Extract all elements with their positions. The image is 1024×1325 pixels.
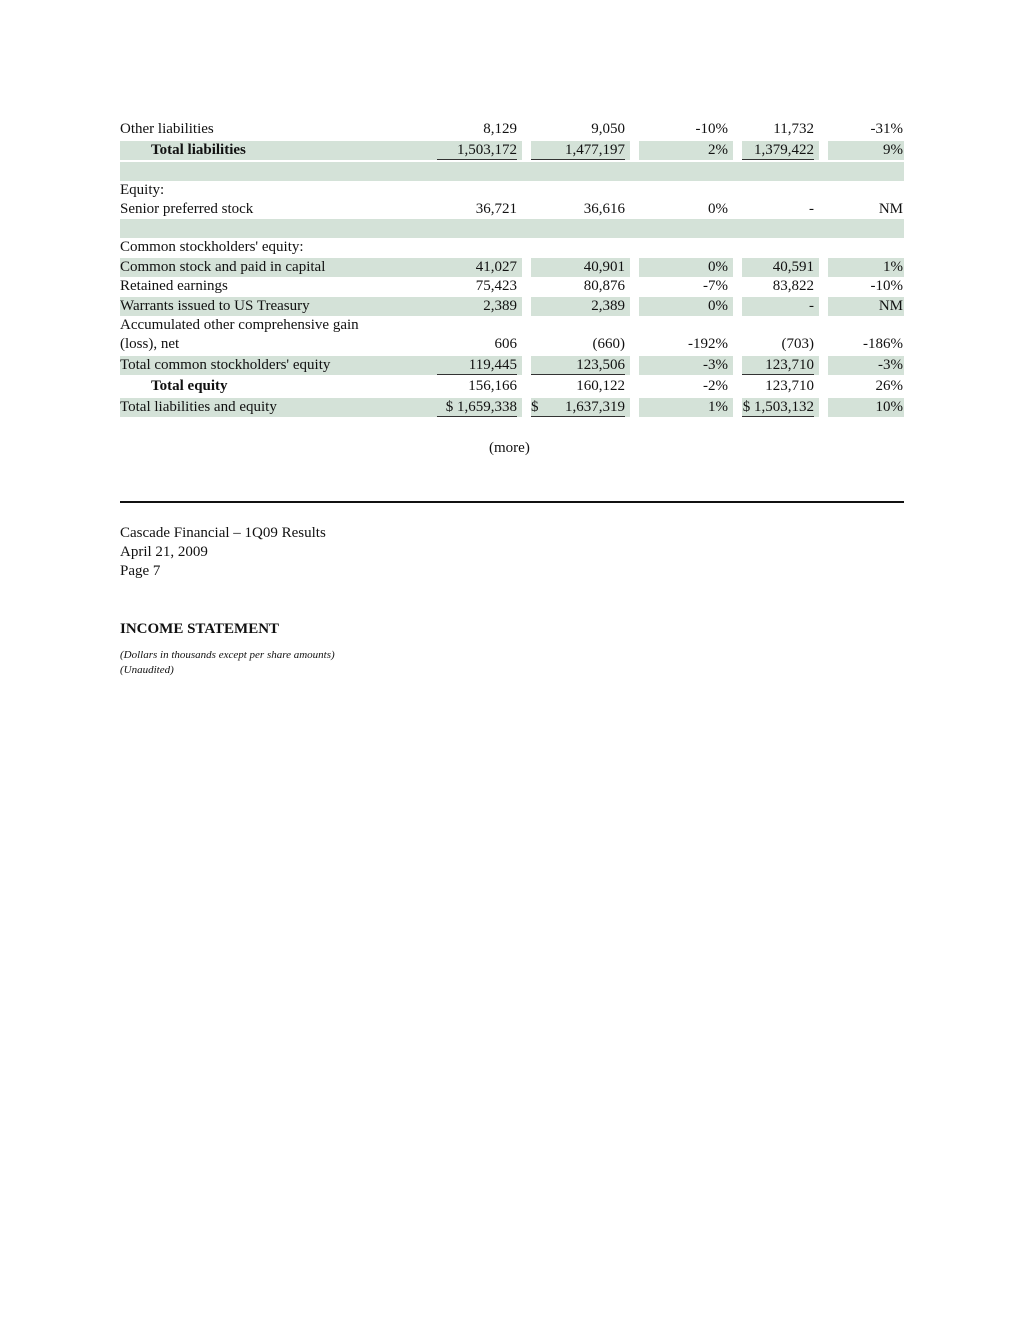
value-c4: 40,591: [772, 259, 814, 275]
value-c4: 83,822: [772, 278, 814, 294]
unaudited-note: (Unaudited): [120, 664, 174, 676]
row-label: Other liabilities: [120, 121, 214, 137]
value-c4: [736, 181, 814, 200]
value-c4: (703): [781, 336, 814, 352]
table-row: [120, 377, 904, 396]
report-date: April 21, 2009: [120, 544, 208, 560]
row-label: (loss), net: [120, 336, 180, 352]
value-c2: 80,876: [583, 278, 625, 294]
column-gap: [522, 398, 531, 417]
column-gap: [630, 297, 639, 316]
value-c4: 11,732: [773, 121, 814, 137]
value-c3: 0%: [708, 201, 728, 217]
value-c3: -2%: [703, 378, 728, 394]
column-gap: [522, 297, 531, 316]
row-label: Accumulated other comprehensive gain: [120, 317, 359, 333]
report-title: Cascade Financial – 1Q09 Results: [120, 525, 326, 541]
value-c4: -: [809, 201, 814, 217]
column-gap: [522, 258, 531, 277]
table-row: [120, 277, 904, 296]
column-gap: [819, 398, 828, 417]
more-note: (more): [489, 440, 530, 456]
value-c1: 606: [494, 336, 517, 352]
value-c3: 2%: [708, 142, 728, 158]
value-c3: [640, 316, 728, 335]
value-c5: -31%: [870, 121, 903, 137]
value-c4: [736, 316, 814, 335]
value-c5: -3%: [878, 357, 903, 373]
value-c2: 1,637,319: [531, 398, 625, 417]
units-note: (Dollars in thousands except per share amounts): [120, 649, 335, 661]
row-label: Total common stockholders' equity: [120, 357, 331, 373]
value-c5: [830, 238, 903, 257]
value-c5: NM: [878, 298, 903, 314]
spacer-row: [120, 162, 904, 181]
row-label: Total liabilities: [151, 142, 246, 158]
row-label: Equity:: [120, 182, 165, 198]
value-c1: 36,721: [475, 201, 517, 217]
column-gap: [522, 141, 531, 160]
value-c5: -186%: [863, 336, 903, 352]
value-c1: [437, 316, 517, 335]
column-gap: [733, 398, 742, 417]
value-c4: -: [809, 298, 814, 314]
value-c1: 2,389: [483, 298, 517, 314]
column-gap: [630, 356, 639, 375]
table-row: [120, 141, 904, 160]
table-row: [120, 297, 904, 316]
value-c1: [437, 181, 517, 200]
table-row: [120, 335, 904, 354]
value-c4: 123,710: [736, 356, 814, 375]
row-label: Common stockholders' equity:: [120, 239, 304, 255]
value-c3: -3%: [703, 357, 728, 373]
value-c5: [830, 181, 903, 200]
value-c3: -192%: [688, 336, 728, 352]
value-c2: 2,389: [591, 298, 625, 314]
value-c1: 156,166: [468, 378, 517, 394]
income-statement-title: INCOME STATEMENT: [120, 621, 280, 637]
column-gap: [819, 356, 828, 375]
value-c4: [736, 238, 814, 257]
value-c1: [437, 238, 517, 257]
value-c3: 0%: [708, 259, 728, 275]
table-row: [120, 316, 904, 335]
column-gap: [630, 258, 639, 277]
value-c3: -10%: [695, 121, 728, 137]
column-gap: [522, 356, 531, 375]
value-c1: 8,129: [483, 121, 517, 137]
value-c2: 1,477,197: [531, 141, 625, 160]
value-c5: 1%: [883, 259, 903, 275]
column-gap: [733, 356, 742, 375]
value-c2: [531, 181, 625, 200]
value-c1: 1,503,172: [437, 141, 517, 160]
value-c1: 119,445: [437, 356, 517, 375]
column-gap: [819, 141, 828, 160]
page-divider: [120, 501, 904, 503]
table-row: [120, 200, 904, 219]
row-label: Total equity: [151, 378, 228, 394]
value-c2: [531, 316, 625, 335]
table-row: [120, 258, 904, 277]
value-c5: NM: [878, 201, 903, 217]
column-gap: [733, 258, 742, 277]
value-c2: 160,122: [576, 378, 625, 394]
value-c5: 26%: [875, 378, 903, 394]
value-c2: 36,616: [583, 201, 625, 217]
spacer-row: [120, 219, 904, 238]
value-c4: 1,379,422: [736, 141, 814, 160]
value-c4: 123,710: [765, 378, 814, 394]
value-c3: -7%: [703, 278, 728, 294]
column-gap: [819, 297, 828, 316]
value-c5: 9%: [883, 142, 903, 158]
table-row: [120, 238, 904, 257]
value-c3: [640, 181, 728, 200]
page-number: Page 7: [120, 563, 161, 579]
value-c4: $ 1,503,132: [736, 398, 814, 417]
value-c3: 1%: [708, 399, 728, 415]
table-row: [120, 120, 904, 139]
value-c3: 0%: [708, 298, 728, 314]
value-c2: 40,901: [583, 259, 625, 275]
row-label: Senior preferred stock: [120, 201, 254, 217]
value-c5: -10%: [870, 278, 903, 294]
column-gap: [819, 258, 828, 277]
value-c1: $ 1,659,338: [437, 398, 517, 417]
row-label: Common stock and paid in capital: [120, 259, 326, 275]
value-c1: 41,027: [475, 259, 517, 275]
column-gap: [630, 398, 639, 417]
value-c2: (660): [592, 336, 625, 352]
row-label: Warrants issued to US Treasury: [120, 298, 310, 314]
value-c2: 9,050: [591, 121, 625, 137]
column-gap: [630, 141, 639, 160]
value-c1: 75,423: [475, 278, 517, 294]
currency-symbol: $: [531, 399, 539, 415]
value-c2: [531, 238, 625, 257]
row-label: Retained earnings: [120, 278, 228, 294]
table-row: [120, 356, 904, 375]
value-c2: 123,506: [531, 356, 625, 375]
row-label: Total liabilities and equity: [120, 399, 277, 415]
value-c3: [640, 238, 728, 257]
column-gap: [733, 297, 742, 316]
value-c5: [830, 316, 903, 335]
column-gap: [733, 141, 742, 160]
value-c5: 10%: [875, 399, 903, 415]
table-row: [120, 181, 904, 200]
table-row: [120, 398, 904, 417]
